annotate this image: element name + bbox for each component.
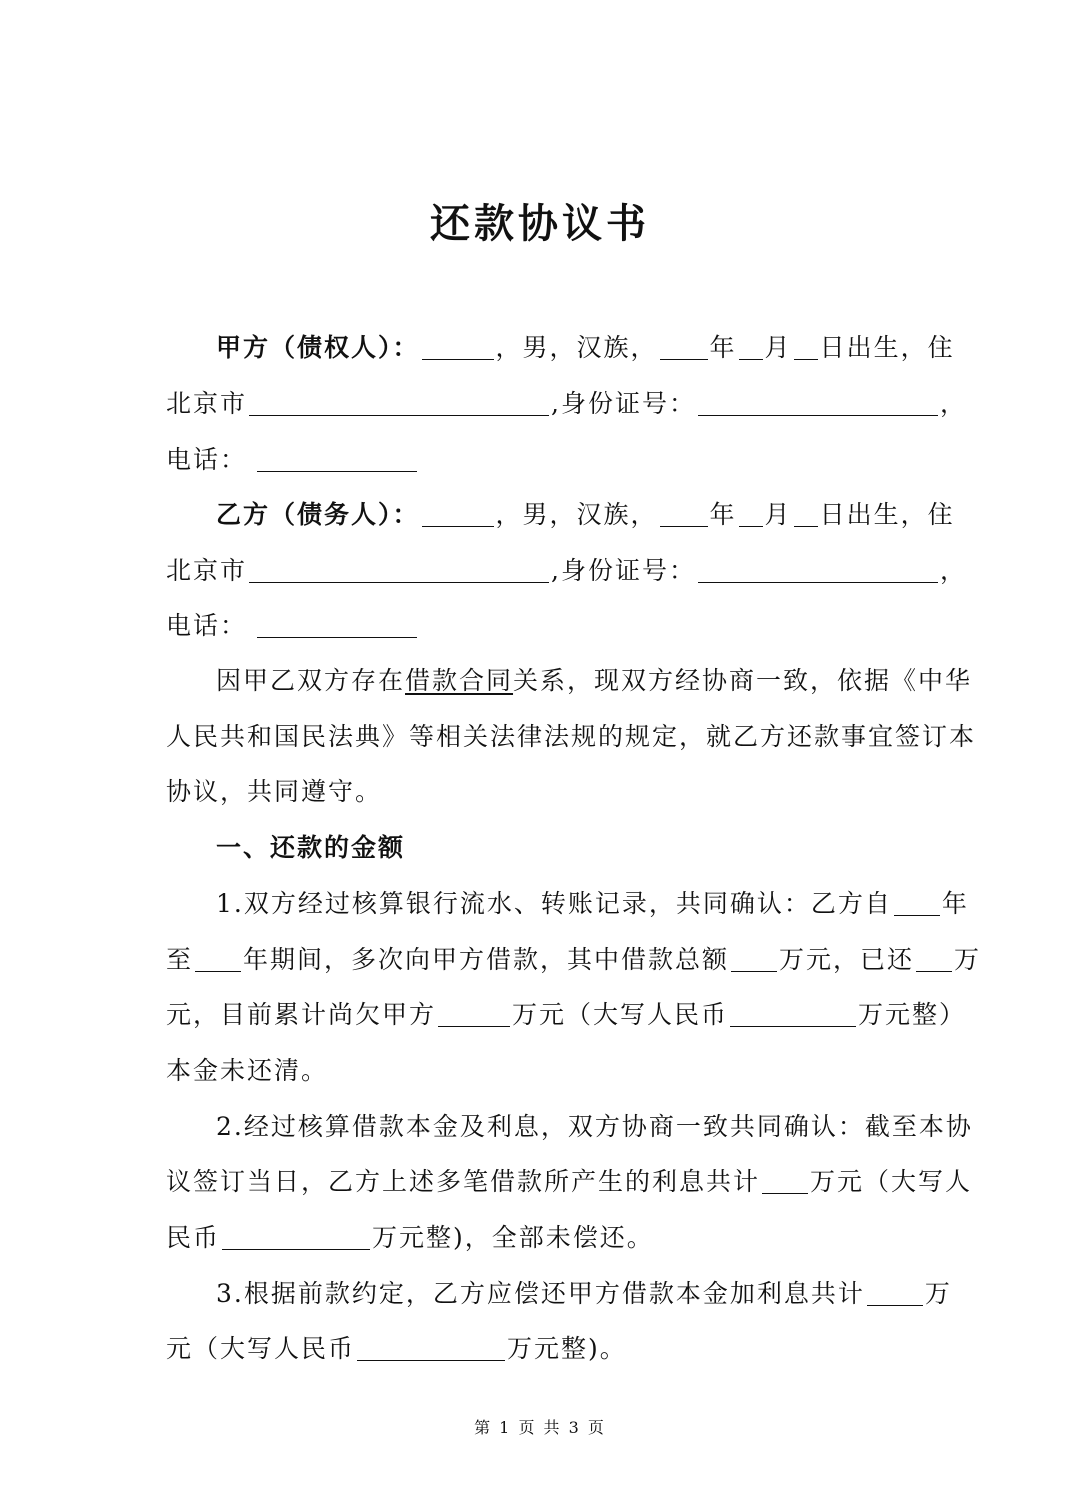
party-a-id-blank [698, 385, 938, 416]
clause1-line1: 1.双方经过核算银行流水、转账记录，共同确认：乙方自 年 [216, 884, 926, 924]
clause1-total-blank [731, 941, 777, 972]
intro-line3: 协议，共同遵守。 [166, 777, 383, 806]
clause1-line2: 至 年期间，多次向甲方借款，其中借款总额 万元，已还 万 [166, 940, 926, 980]
party-b-day-blank [794, 496, 818, 527]
intro-line1: 因甲乙双方存在借款合同关系，现双方经协商一致，依据《中华 [216, 666, 973, 695]
party-a-month-blank [739, 329, 763, 360]
party-a-address-blank [249, 385, 549, 416]
clause3-line2: 元（大写人民币 万元整)。 [166, 1329, 926, 1369]
party-a-name-blank [422, 329, 494, 360]
clause3-total-blank [867, 1275, 923, 1306]
loan-contract-link[interactable]: 借款合同 [405, 666, 514, 695]
party-a-line2: 北京市 ,身份证号： ， [166, 384, 926, 424]
clause1-line3: 元，目前累计尚欠甲方 万元（大写人民币 万元整） [166, 995, 926, 1035]
party-a-line3: 电话： [166, 440, 926, 480]
party-b-line2: 北京市 ,身份证号： ， [166, 551, 926, 591]
clause2-line1: 2.经过核算借款本金及利息，双方协商一致共同确认：截至本协 [216, 1112, 973, 1141]
party-b-label: 乙方（债务人）： [216, 500, 420, 529]
clause2-line2: 议签订当日，乙方上述多笔借款所产生的利息共计 万元（大写人 [166, 1162, 926, 1202]
party-b-year-blank [660, 496, 708, 527]
clause1-owed-blank [438, 996, 510, 1027]
party-a-year-blank [660, 329, 708, 360]
page-title: 还款协议书 [430, 200, 650, 247]
clause1-owed-capital-blank [730, 996, 856, 1027]
party-a-phone-blank [257, 441, 417, 472]
party-a-label: 甲方（债权人）： [216, 333, 420, 362]
page-number-footer: 第 1 页 共 3 页 [474, 1418, 606, 1437]
section-heading: 一、还款的金额 [216, 833, 406, 862]
party-b-id-blank [698, 552, 938, 583]
party-a-line1: 甲方（债权人）： ，男，汉族， 年 月 日出生，住 [216, 328, 926, 368]
clause1-repaid-blank [916, 941, 952, 972]
party-a-day-blank [794, 329, 818, 360]
clause1-end-year-blank [195, 941, 241, 972]
party-b-line3: 电话： [166, 606, 926, 646]
party-b-phone-blank [257, 607, 417, 638]
clause3-total-capital-blank [357, 1330, 505, 1361]
clause2-interest-capital-blank [222, 1219, 370, 1250]
party-b-address-blank [249, 552, 549, 583]
clause1-start-year-blank [894, 885, 940, 916]
party-b-name-blank [422, 496, 494, 527]
clause2-interest-blank [762, 1163, 808, 1194]
intro-line2: 人民共和国民法典》等相关法律法规的规定，就乙方还款事宜签订本 [166, 722, 977, 751]
clause2-line3: 民币 万元整)，全部未偿还。 [166, 1218, 926, 1258]
party-b-month-blank [739, 496, 763, 527]
clause3-line1: 3.根据前款约定，乙方应偿还甲方借款本金加利息共计 万 [216, 1274, 926, 1314]
clause1-line4: 本金未还清。 [166, 1056, 329, 1085]
party-b-line1: 乙方（债务人）： ，男，汉族， 年 月 日出生，住 [216, 495, 926, 535]
